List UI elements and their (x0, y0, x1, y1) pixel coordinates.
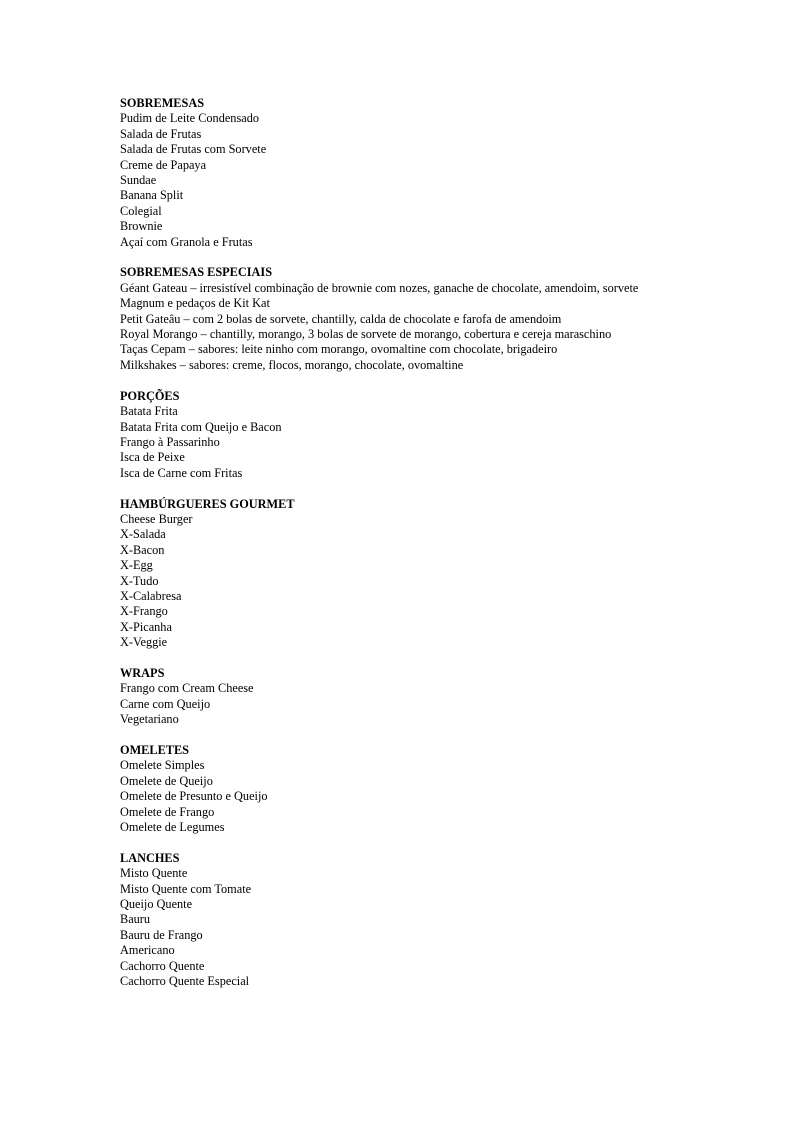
list-item: X-Calabresa (120, 588, 182, 603)
list-item: Cheese Burger (120, 511, 193, 526)
list-item: X-Veggie (120, 635, 168, 650)
list-item: Brownie (120, 219, 163, 234)
section-title: LANCHES (120, 850, 180, 865)
list-item: Batata Frita (120, 404, 178, 419)
list-item: Bauru de Frango (120, 927, 203, 942)
section-porcoes (120, 389, 680, 481)
list-item: X-Salada (120, 527, 166, 542)
list-item: X-Frango (120, 604, 168, 619)
list-item: Misto Quente com Tomate (120, 881, 252, 896)
list-item: Salada de Frutas com Sorvete (120, 142, 267, 157)
list-item: Omelete de Legumes (120, 820, 225, 835)
list-item: Frango à Passarinho (120, 434, 220, 449)
section-title: WRAPS (120, 665, 165, 680)
list-item: Creme de Papaya (120, 157, 207, 172)
section-title: SOBREMESAS (120, 96, 205, 110)
section-title: SOBREMESAS ESPECIAIS (120, 265, 273, 280)
section-title: PORÇÕES (120, 388, 180, 403)
list-item: Sundae (120, 173, 157, 188)
section-sobremesas (120, 96, 680, 250)
section-title: HAMBÚRGUERES GOURMET (120, 496, 295, 511)
list-item: Omelete de Queijo (120, 773, 213, 788)
list-item: Géant Gateau – irresistível combinação de brownie com nozes, ganache de chocolate, amendoim, sorvete Magnum e pedaços de Kit Kat (120, 280, 639, 311)
list-item: Isca de Carne com Fritas (120, 465, 243, 480)
list-item: Isca de Peixe (120, 450, 185, 465)
list-item: Açaí com Granola e Frutas (120, 234, 253, 249)
list-item: Americano (120, 943, 175, 958)
list-item: X-Tudo (120, 573, 159, 588)
list-item: Vegetariano (120, 712, 179, 727)
section-omeletes (120, 743, 680, 835)
list-item: Omelete de Frango (120, 804, 215, 819)
list-item: Cachorro Quente (120, 958, 205, 973)
list-item: Misto Quente (120, 866, 188, 881)
list-item: Colegial (120, 203, 162, 218)
list-item: Frango com Cream Cheese (120, 681, 254, 696)
list-item: Omelete Simples (120, 758, 205, 773)
list-item: Salada de Frutas (120, 126, 202, 141)
section-sobremesas-especiais (120, 265, 680, 373)
list-item: Omelete de Presunto e Queijo (120, 789, 268, 804)
list-item: Bauru (120, 912, 151, 927)
section-wraps (120, 666, 680, 728)
menu-document (120, 96, 680, 1005)
list-item: X-Egg (120, 558, 153, 573)
list-item: Carne com Queijo (120, 696, 211, 711)
list-item: Taças Cepam – sabores: leite ninho com morango, ovomaltine com chocolate, brigadeiro (120, 342, 558, 357)
list-item: Cachorro Quente Especial (120, 974, 250, 989)
list-item: Pudim de Leite Condensado (120, 111, 260, 126)
list-item: Royal Morango – chantilly, morango, 3 bolas de sorvete de morango, cobertura e cereja maraschino (120, 327, 612, 342)
section-hamburgueres-gourmet (120, 497, 680, 651)
list-item: Batata Frita com Queijo e Bacon (120, 419, 282, 434)
section-lanches (120, 851, 680, 990)
section-title: OMELETES (120, 742, 190, 757)
list-item: Petit Gateâu – com 2 bolas de sorvete, chantilly, calda de chocolate e farofa de amendoim (120, 311, 562, 326)
list-item: Banana Split (120, 188, 184, 203)
list-item: Queijo Quente (120, 897, 193, 912)
list-item: X-Bacon (120, 542, 165, 557)
list-item: X-Picanha (120, 619, 172, 634)
list-item: Milkshakes – sabores: creme, flocos, morango, chocolate, ovomaltine (120, 357, 464, 372)
